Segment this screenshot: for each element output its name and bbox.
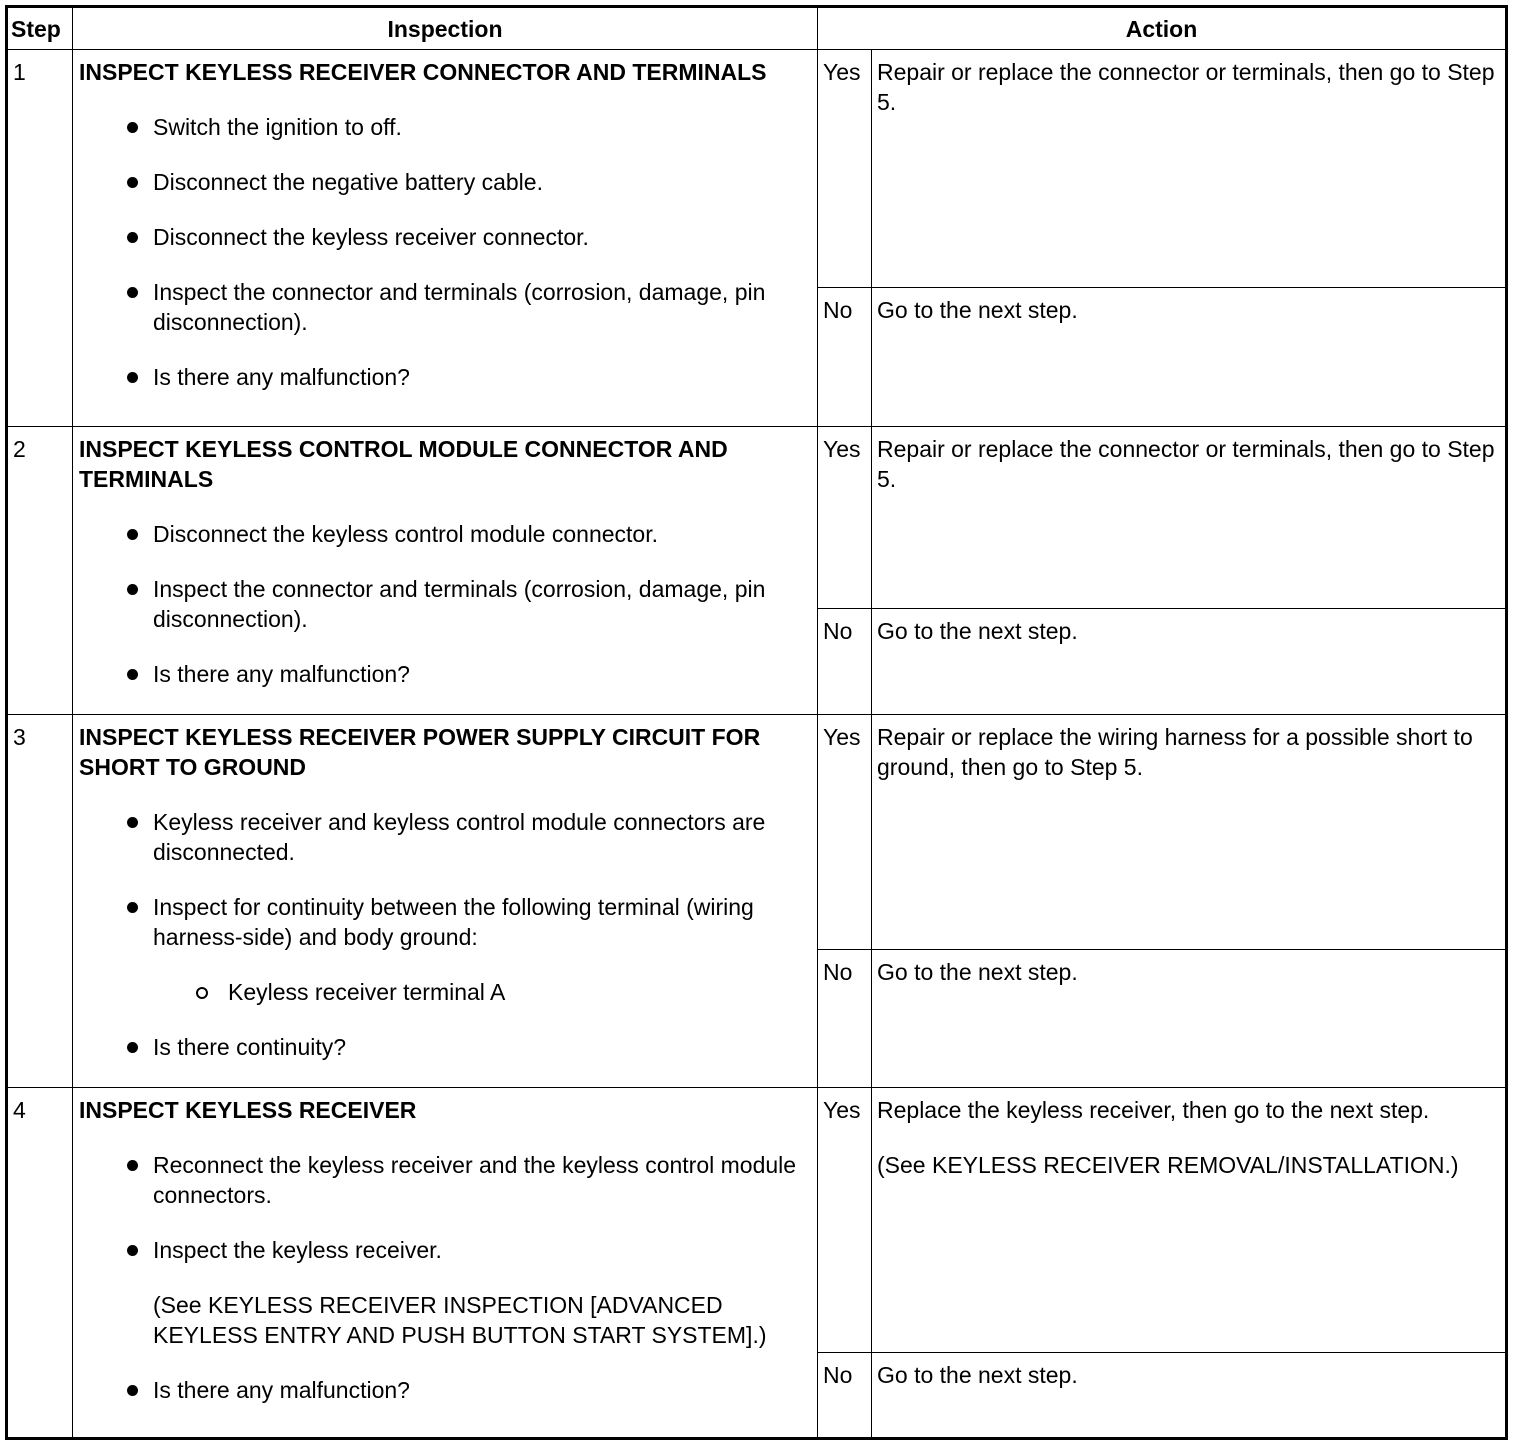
step-title: INSPECT KEYLESS RECEIVER POWER SUPPLY CIRCUIT FOR SHORT TO GROUND (79, 724, 761, 780)
no-label: No (818, 950, 872, 1088)
inspection-cell (73, 715, 818, 1088)
reference-note: (See KEYLESS RECEIVER INSPECTION [ADVANCED KEYLESS ENTRY AND PUSH BUTTON START SYSTEM].) (153, 1292, 767, 1348)
header-step: Step (7, 7, 73, 50)
yes-action: Repair or replace the connector or terminals, then go to Step 5. (872, 427, 1507, 609)
header-action: Action (818, 7, 1507, 50)
inspection-cell (73, 50, 818, 427)
no-action: Go to the next step. (872, 288, 1507, 427)
list-item: Is there continuity? (153, 1032, 807, 1062)
list-item: Keyless receiver and keyless control module connectors are disconnected. (153, 807, 807, 867)
yes-action: Repair or replace the wiring harness for a possible short to ground, then go to Step 5. (872, 715, 1507, 950)
list-item: Disconnect the negative battery cable. (153, 167, 807, 197)
table-row (7, 715, 1507, 950)
no-label: No (818, 608, 872, 714)
list-item: Reconnect the keyless receiver and the keyless control module connectors. (153, 1150, 807, 1210)
yes-action: Replace the keyless receiver, then go to the next step. (877, 1097, 1430, 1123)
bullet-list (79, 519, 807, 689)
bullet-list (79, 807, 807, 1062)
list-item: Inspect the keyless receiver. (153, 1235, 807, 1265)
yes-action-cell (872, 1088, 1507, 1353)
no-action: Go to the next step. (872, 950, 1507, 1088)
yes-label: Yes (818, 1088, 872, 1353)
list-item: Is there any malfunction? (153, 659, 807, 689)
no-action: Go to the next step. (872, 1353, 1507, 1439)
yes-label: Yes (818, 427, 872, 609)
list-item: Inspect the connector and terminals (corrosion, damage, pin disconnection). (153, 277, 807, 337)
table-row (7, 427, 1507, 609)
step-number: 2 (7, 427, 73, 715)
inspection-cell (73, 427, 818, 715)
list-item: Switch the ignition to off. (153, 112, 807, 142)
inspection-cell (73, 1088, 818, 1439)
header-row (7, 7, 1507, 50)
no-label: No (818, 288, 872, 427)
list-item: Disconnect the keyless receiver connector. (153, 222, 807, 252)
list-item: Is there any malfunction? (153, 1375, 807, 1405)
sub-bullet-list (153, 977, 807, 1007)
step-number: 3 (7, 715, 73, 1088)
step-title: INSPECT KEYLESS RECEIVER (79, 1097, 417, 1123)
table-row (7, 50, 1507, 288)
table-row (7, 1088, 1507, 1353)
no-label: No (818, 1353, 872, 1439)
diagnostic-table (5, 5, 1508, 1440)
yes-label: Yes (818, 715, 872, 950)
bullet-list (79, 1150, 807, 1405)
yes-action: Repair or replace the connector or terminals, then go to Step 5. (872, 50, 1507, 288)
yes-reference: (See KEYLESS RECEIVER REMOVAL/INSTALLATION.) (877, 1152, 1459, 1178)
step-title: INSPECT KEYLESS CONTROL MODULE CONNECTOR AND TERMINALS (79, 436, 728, 492)
list-item: Is there any malfunction? (153, 362, 807, 392)
list-item (153, 892, 807, 1007)
no-action: Go to the next step. (872, 608, 1507, 714)
yes-label: Yes (818, 50, 872, 288)
header-inspection: Inspection (73, 7, 818, 50)
bullet-list (79, 112, 807, 392)
list-item: Inspect the connector and terminals (corrosion, damage, pin disconnection). (153, 574, 807, 634)
step-number: 1 (7, 50, 73, 427)
step-title: INSPECT KEYLESS RECEIVER CONNECTOR AND TERMINALS (79, 59, 767, 85)
list-item: Disconnect the keyless control module connector. (153, 519, 807, 549)
step-number: 4 (7, 1088, 73, 1439)
sub-list-item: Keyless receiver terminal A (228, 977, 807, 1007)
list-item-text: Inspect for continuity between the following terminal (wiring harness-side) and body ground: (153, 894, 754, 950)
